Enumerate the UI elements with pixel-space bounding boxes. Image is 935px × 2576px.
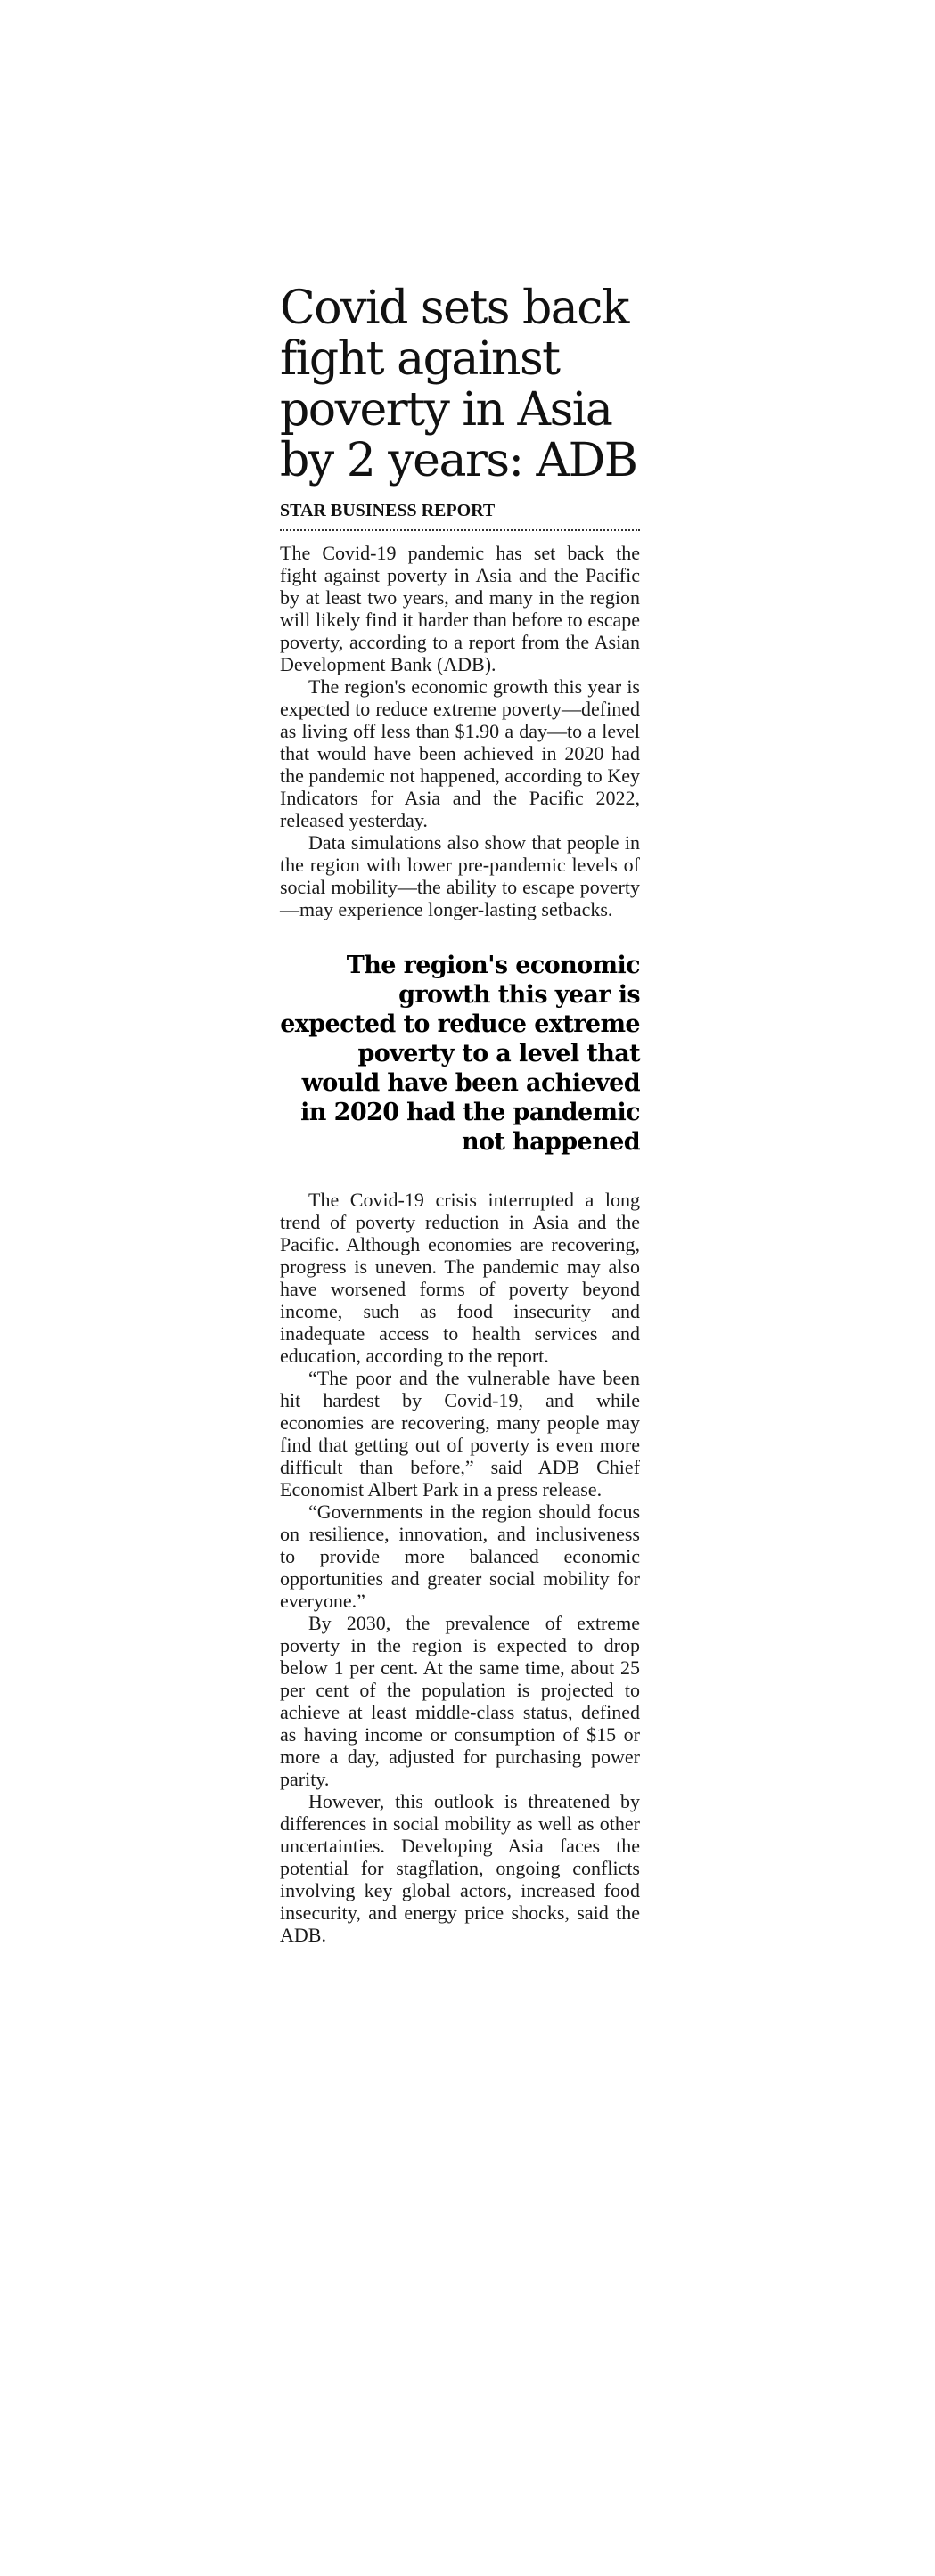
paragraph: “The poor and the vulnerable have been hit hardest by Covid-19, and while economies are recovering, many people may find that getting out of poverty is even more difficult than before,” said ADB Chief Economist Albert Park in a press release.	[280, 1367, 640, 1501]
pull-quote: The region's economic growth this year is expected to reduce extreme poverty to a level that would have been achieved in 2020 had the pandemic not happened	[280, 952, 640, 1156]
article-body-bottom	[280, 1189, 640, 1946]
paragraph: However, this outlook is threatened by differences in social mobility as well as other uncertainties. Developing Asia faces the potential for stagflation, ongoing conflicts involving key global actors, increased food insecurity, and energy price shocks, said the ADB.	[280, 1790, 640, 1946]
headline: Covid sets back fight against poverty in Asia by 2 years: ADB	[280, 282, 637, 487]
paragraph: By 2030, the prevalence of extreme poverty in the region is expected to drop below 1 per cent. At the same time, about 25 per cent of the population is projected to achieve at least middle-class status, defined as having income or consumption of $15 or more a day, adjusted for purchasing power parity.	[280, 1612, 640, 1790]
news-article	[280, 283, 640, 1946]
article-body-top	[280, 542, 640, 920]
paragraph: The region's economic growth this year is expected to reduce extreme poverty—defined as living off less than $1.90 a day—to a level that would have been achieved in 2020 had the pandemic not happened, according to Key Indicators for Asia and the Pacific 2022, released yesterday.	[280, 675, 640, 831]
paragraph: Data simulations also show that people in the region with lower pre-pandemic levels of social mobility—the ability to escape poverty—may experience longer-lasting setbacks.	[280, 831, 640, 920]
paragraph: The Covid-19 crisis interrupted a long trend of poverty reduction in Asia and the Pacific. Although economies are recovering, progress is uneven. The pandemic may also have worsened forms of poverty beyond income, such as food insecurity and inadequate access to health services and education, according to the report.	[280, 1189, 640, 1367]
paragraph: “Governments in the region should focus on resilience, innovation, and inclusiveness to provide more balanced economic opportunities and greater social mobility for everyone.”	[280, 1501, 640, 1612]
byline: STAR BUSINESS REPORT	[280, 499, 640, 531]
paragraph: The Covid-19 pandemic has set back the fight against poverty in Asia and the Pacific by at least two years, and many in the region will likely find it harder than before to escape poverty, according to a report from the Asian Development Bank (ADB).	[280, 542, 640, 675]
